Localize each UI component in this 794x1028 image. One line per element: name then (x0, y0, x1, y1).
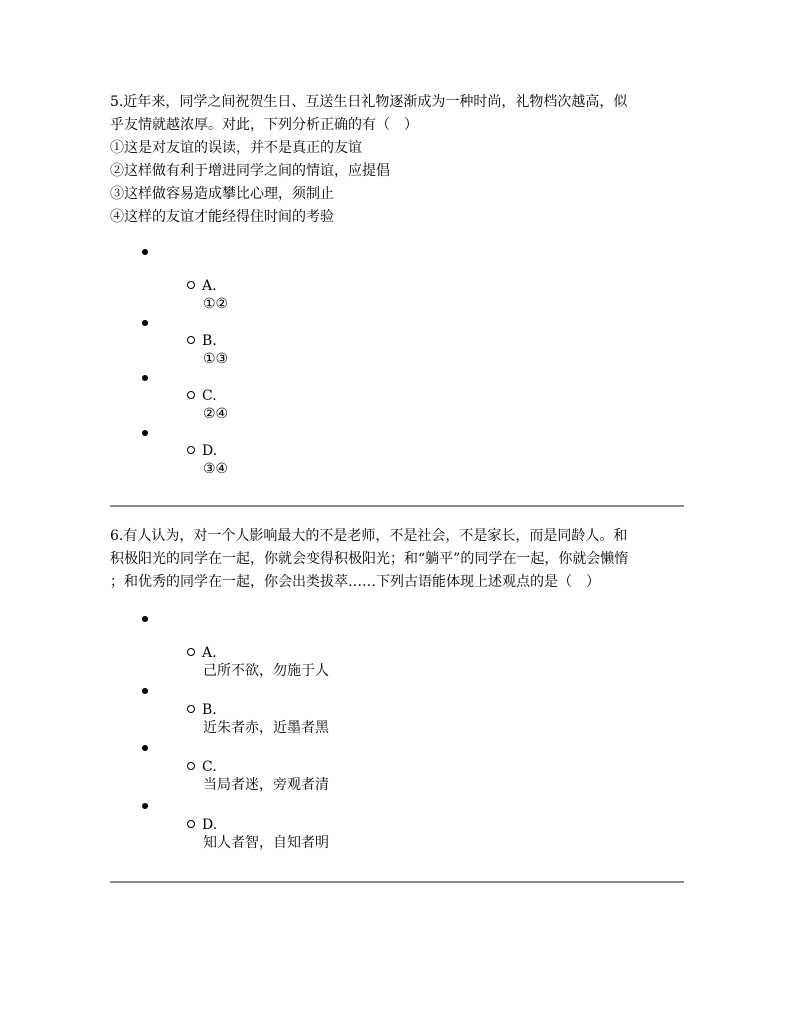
stem-line: 积极阳光的同学在一起，你就会变得积极阳光；和“躺平”的同学在一起，你就会懒惰 (110, 551, 629, 567)
option-a[interactable] (187, 277, 228, 313)
question-5 (110, 91, 684, 229)
stem-line: ；和优秀的同学在一起，你会出类拔萃……下列古语能体现上述观点的是（ ） (110, 574, 600, 590)
bullet-icon (142, 320, 148, 326)
option-a[interactable] (187, 644, 329, 680)
option-letter: C. (202, 388, 217, 404)
option-text: 己所不欲，勿施于人 (203, 663, 329, 679)
bullet-icon (142, 375, 148, 381)
stem-line: 5.近年来，同学之间祝贺生日、互送生日礼物逐渐成为一种时尚，礼物档次越高，似 (110, 94, 628, 110)
option-letter: B. (202, 702, 217, 718)
option-text: ①② (203, 296, 229, 312)
radio-circle-icon[interactable] (187, 705, 195, 713)
option-c[interactable] (187, 387, 228, 423)
question-stem (110, 91, 684, 229)
option-letter: D. (202, 443, 218, 459)
bullet-icon (142, 803, 148, 809)
radio-circle-icon[interactable] (187, 281, 195, 289)
statement-1: ①这是对友谊的误读，并不是真正的友谊 (110, 140, 362, 156)
option-text: 近朱者赤，近墨者黑 (203, 720, 329, 736)
radio-circle-icon[interactable] (187, 820, 195, 828)
divider (110, 505, 684, 507)
option-text: 当局者迷，旁观者清 (203, 777, 329, 793)
statement-3: ③这样做容易造成攀比心理，须制止 (110, 186, 334, 202)
option-b[interactable] (187, 701, 329, 737)
option-letter: A. (202, 645, 217, 661)
stem-line: 6.有人认为，对一个人影响最大的不是老师，不是社会，不是家长，而是同龄人。和 (110, 528, 628, 544)
option-d[interactable] (187, 816, 329, 852)
option-letter: D. (202, 817, 218, 833)
bullet-icon (142, 688, 148, 694)
radio-circle-icon[interactable] (187, 446, 195, 454)
option-c[interactable] (187, 758, 329, 794)
radio-circle-icon[interactable] (187, 762, 195, 770)
option-text: ②④ (203, 406, 229, 422)
question-6 (110, 525, 684, 594)
bullet-icon (142, 745, 148, 751)
divider (110, 881, 684, 883)
option-letter: C. (202, 759, 217, 775)
option-d[interactable] (187, 442, 228, 478)
option-text: ①③ (203, 351, 229, 367)
option-letter: A. (202, 278, 217, 294)
radio-circle-icon[interactable] (187, 391, 195, 399)
statement-4: ④这样的友谊才能经得住时间的考验 (110, 209, 334, 225)
radio-circle-icon[interactable] (187, 648, 195, 656)
option-text: ③④ (203, 461, 229, 477)
stem-line: 乎友情就越浓厚。对此，下列分析正确的有（ ） (110, 117, 418, 133)
bullet-icon (142, 616, 148, 622)
statement-2: ②这样做有利于增进同学之间的情谊，应提倡 (110, 163, 390, 179)
option-letter: B. (202, 333, 217, 349)
option-text: 知人者智，自知者明 (203, 835, 329, 851)
bullet-icon (142, 249, 148, 255)
option-b[interactable] (187, 332, 228, 368)
radio-circle-icon[interactable] (187, 336, 195, 344)
question-stem (110, 525, 684, 594)
bullet-icon (142, 430, 148, 436)
